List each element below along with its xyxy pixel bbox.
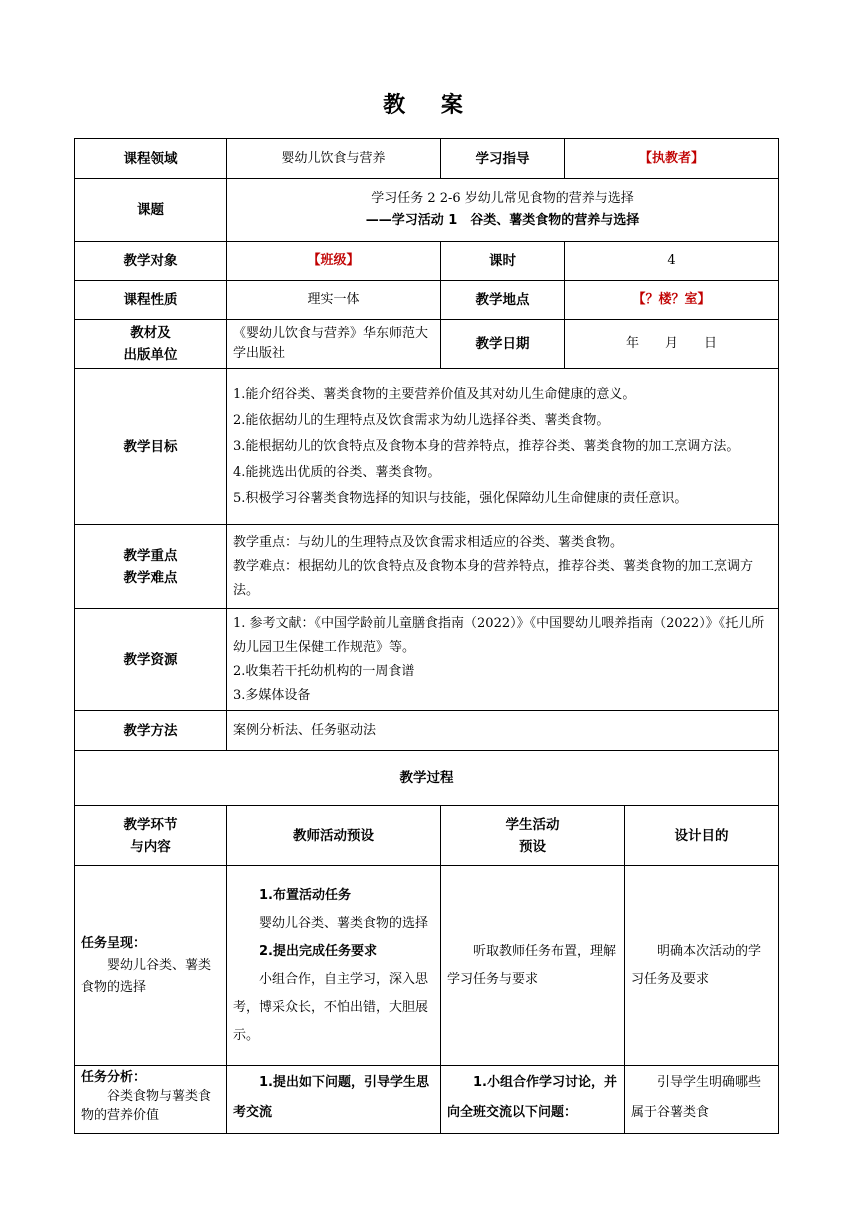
teaching-difficulty: 教学难点：根据幼儿的饮食特点及食物本身的营养特点，推荐谷类、薯类食物的加工烹调方法。 bbox=[233, 558, 754, 598]
teacher-heading-1: 1.布置活动任务 bbox=[259, 887, 351, 903]
course-domain-value: 婴幼儿饮食与营养 bbox=[227, 139, 441, 179]
stage-cell bbox=[75, 1066, 227, 1134]
topic-line-2: ——学习活动 1 谷类、薯类食物的营养与选择 bbox=[365, 213, 640, 228]
header-student-line-2: 预设 bbox=[519, 838, 546, 855]
textbook-value: 《婴幼儿饮食与营养》华东师范大学出版社 bbox=[227, 320, 441, 369]
row-target bbox=[75, 242, 779, 281]
date-value: 年 月 日 bbox=[565, 320, 779, 369]
key-points-content bbox=[227, 525, 779, 609]
key-points-label-2: 教学难点 bbox=[123, 569, 178, 586]
nature-label: 课程性质 bbox=[75, 281, 227, 320]
stage-cell bbox=[75, 866, 227, 1066]
resource-item: 2.收集若干托幼机构的一周食谱 bbox=[233, 663, 415, 679]
student-activity: 听取教师任务布置，理解学习任务与要求 bbox=[441, 866, 625, 1066]
resource-item: 3.多媒体设备 bbox=[233, 687, 311, 703]
objective-item: 2.能依据幼儿的生理特点及饮食需求为幼儿选择谷类、薯类食物。 bbox=[233, 412, 610, 428]
row-course-domain bbox=[75, 139, 779, 179]
row-key-points bbox=[75, 525, 779, 609]
resource-item: 1. 参考文献：《中国学龄前儿童膳食指南（2022）》《中国婴幼儿喂养指南（2022）》《托儿所幼儿园卫生保健工作规范》等。 bbox=[233, 615, 765, 655]
textbook-label-line-2: 出版单位 bbox=[123, 347, 178, 363]
header-student-line-1: 学生活动 bbox=[505, 816, 560, 833]
objective-item: 4.能挑选出优质的谷类、薯类食物。 bbox=[233, 464, 441, 480]
stage-title: 任务呈现： bbox=[81, 935, 147, 951]
textbook-label-line-1: 教材及 bbox=[130, 325, 171, 341]
study-guide-value: 【执教者】 bbox=[565, 139, 779, 179]
textbook-label bbox=[75, 320, 227, 369]
methods-label: 教学方法 bbox=[75, 711, 227, 751]
teaching-focus: 教学重点：与幼儿的生理特点及饮食需求相适应的谷类、薯类食物。 bbox=[233, 534, 624, 550]
target-label: 教学对象 bbox=[75, 242, 227, 281]
course-domain-label: 课程领域 bbox=[75, 139, 227, 179]
topic-label: 课题 bbox=[75, 179, 227, 242]
row-objectives bbox=[75, 369, 779, 525]
student-activity: 1.小组合作学习讨论，并向全班交流以下问题： bbox=[441, 1066, 625, 1134]
row-process-2 bbox=[75, 1066, 779, 1134]
row-methods bbox=[75, 711, 779, 751]
header-purpose: 设计目的 bbox=[625, 806, 779, 866]
location-label: 教学地点 bbox=[441, 281, 565, 320]
teacher-heading-2: 2.提出完成任务要求 bbox=[259, 943, 377, 959]
hours-value: 4 bbox=[565, 242, 779, 281]
teacher-paragraph-1: 婴幼儿谷类、薯类食物的选择 bbox=[259, 915, 429, 931]
hours-label: 课时 bbox=[441, 242, 565, 281]
objectives-list bbox=[227, 369, 779, 525]
resources-list bbox=[227, 609, 779, 711]
nature-value: 理实一体 bbox=[227, 281, 441, 320]
objectives-label: 教学目标 bbox=[75, 369, 227, 525]
lesson-plan-table bbox=[74, 138, 779, 1134]
header-student bbox=[441, 806, 625, 866]
objective-item: 5.积极学习谷薯类食物选择的知识与技能，强化保障幼儿生命健康的责任意识。 bbox=[233, 490, 688, 506]
topic-line-1: 学习任务 2 2-6 岁幼儿常见食物的营养与选择 bbox=[371, 191, 634, 206]
stage-title: 任务分析： bbox=[81, 1070, 147, 1085]
objective-item: 3.能根据幼儿的饮食特点及食物本身的营养特点，推荐谷类、薯类食物的加工烹调方法。 bbox=[233, 438, 740, 454]
stage-desc: 谷类食物与薯类食物的营养价值 bbox=[81, 1089, 212, 1123]
methods-value: 案例分析法、任务驱动法 bbox=[227, 711, 779, 751]
key-points-label bbox=[75, 525, 227, 609]
topic-cell bbox=[227, 179, 779, 242]
page-title: 教 案 bbox=[383, 93, 477, 118]
study-guide-label: 学习指导 bbox=[441, 139, 565, 179]
header-stage-line-2: 与内容 bbox=[130, 838, 171, 855]
process-title: 教学过程 bbox=[75, 751, 779, 806]
row-process-headers bbox=[75, 806, 779, 866]
key-points-label-1: 教学重点 bbox=[123, 547, 178, 564]
header-stage bbox=[75, 806, 227, 866]
stage-desc: 婴幼儿谷类、薯类食物的选择 bbox=[81, 957, 212, 995]
row-process-title bbox=[75, 751, 779, 806]
design-purpose: 明确本次活动的学习任务及要求 bbox=[625, 866, 779, 1066]
row-nature bbox=[75, 281, 779, 320]
resources-label: 教学资源 bbox=[75, 609, 227, 711]
header-teacher: 教师活动预设 bbox=[227, 806, 441, 866]
location-value: 【？楼？室】 bbox=[565, 281, 779, 320]
row-process-1 bbox=[75, 866, 779, 1066]
date-label: 教学日期 bbox=[441, 320, 565, 369]
header-stage-line-1: 教学环节 bbox=[123, 816, 178, 833]
design-purpose: 引导学生明确哪些属于谷薯类食 bbox=[625, 1066, 779, 1134]
objective-item: 1.能介绍谷类、薯类食物的主要营养价值及其对幼儿生命健康的意义。 bbox=[233, 386, 636, 402]
row-resources bbox=[75, 609, 779, 711]
teacher-heading-1: 1.提出如下问题，引导学生思考交流 bbox=[227, 1066, 441, 1134]
row-textbook bbox=[75, 320, 779, 369]
target-value: 【班级】 bbox=[227, 242, 441, 281]
row-topic bbox=[75, 179, 779, 242]
teacher-activity bbox=[227, 866, 441, 1066]
teacher-paragraph-2: 小组合作，自主学习，深入思考，博采众长，不怕出错，大胆展示。 bbox=[233, 971, 429, 1043]
